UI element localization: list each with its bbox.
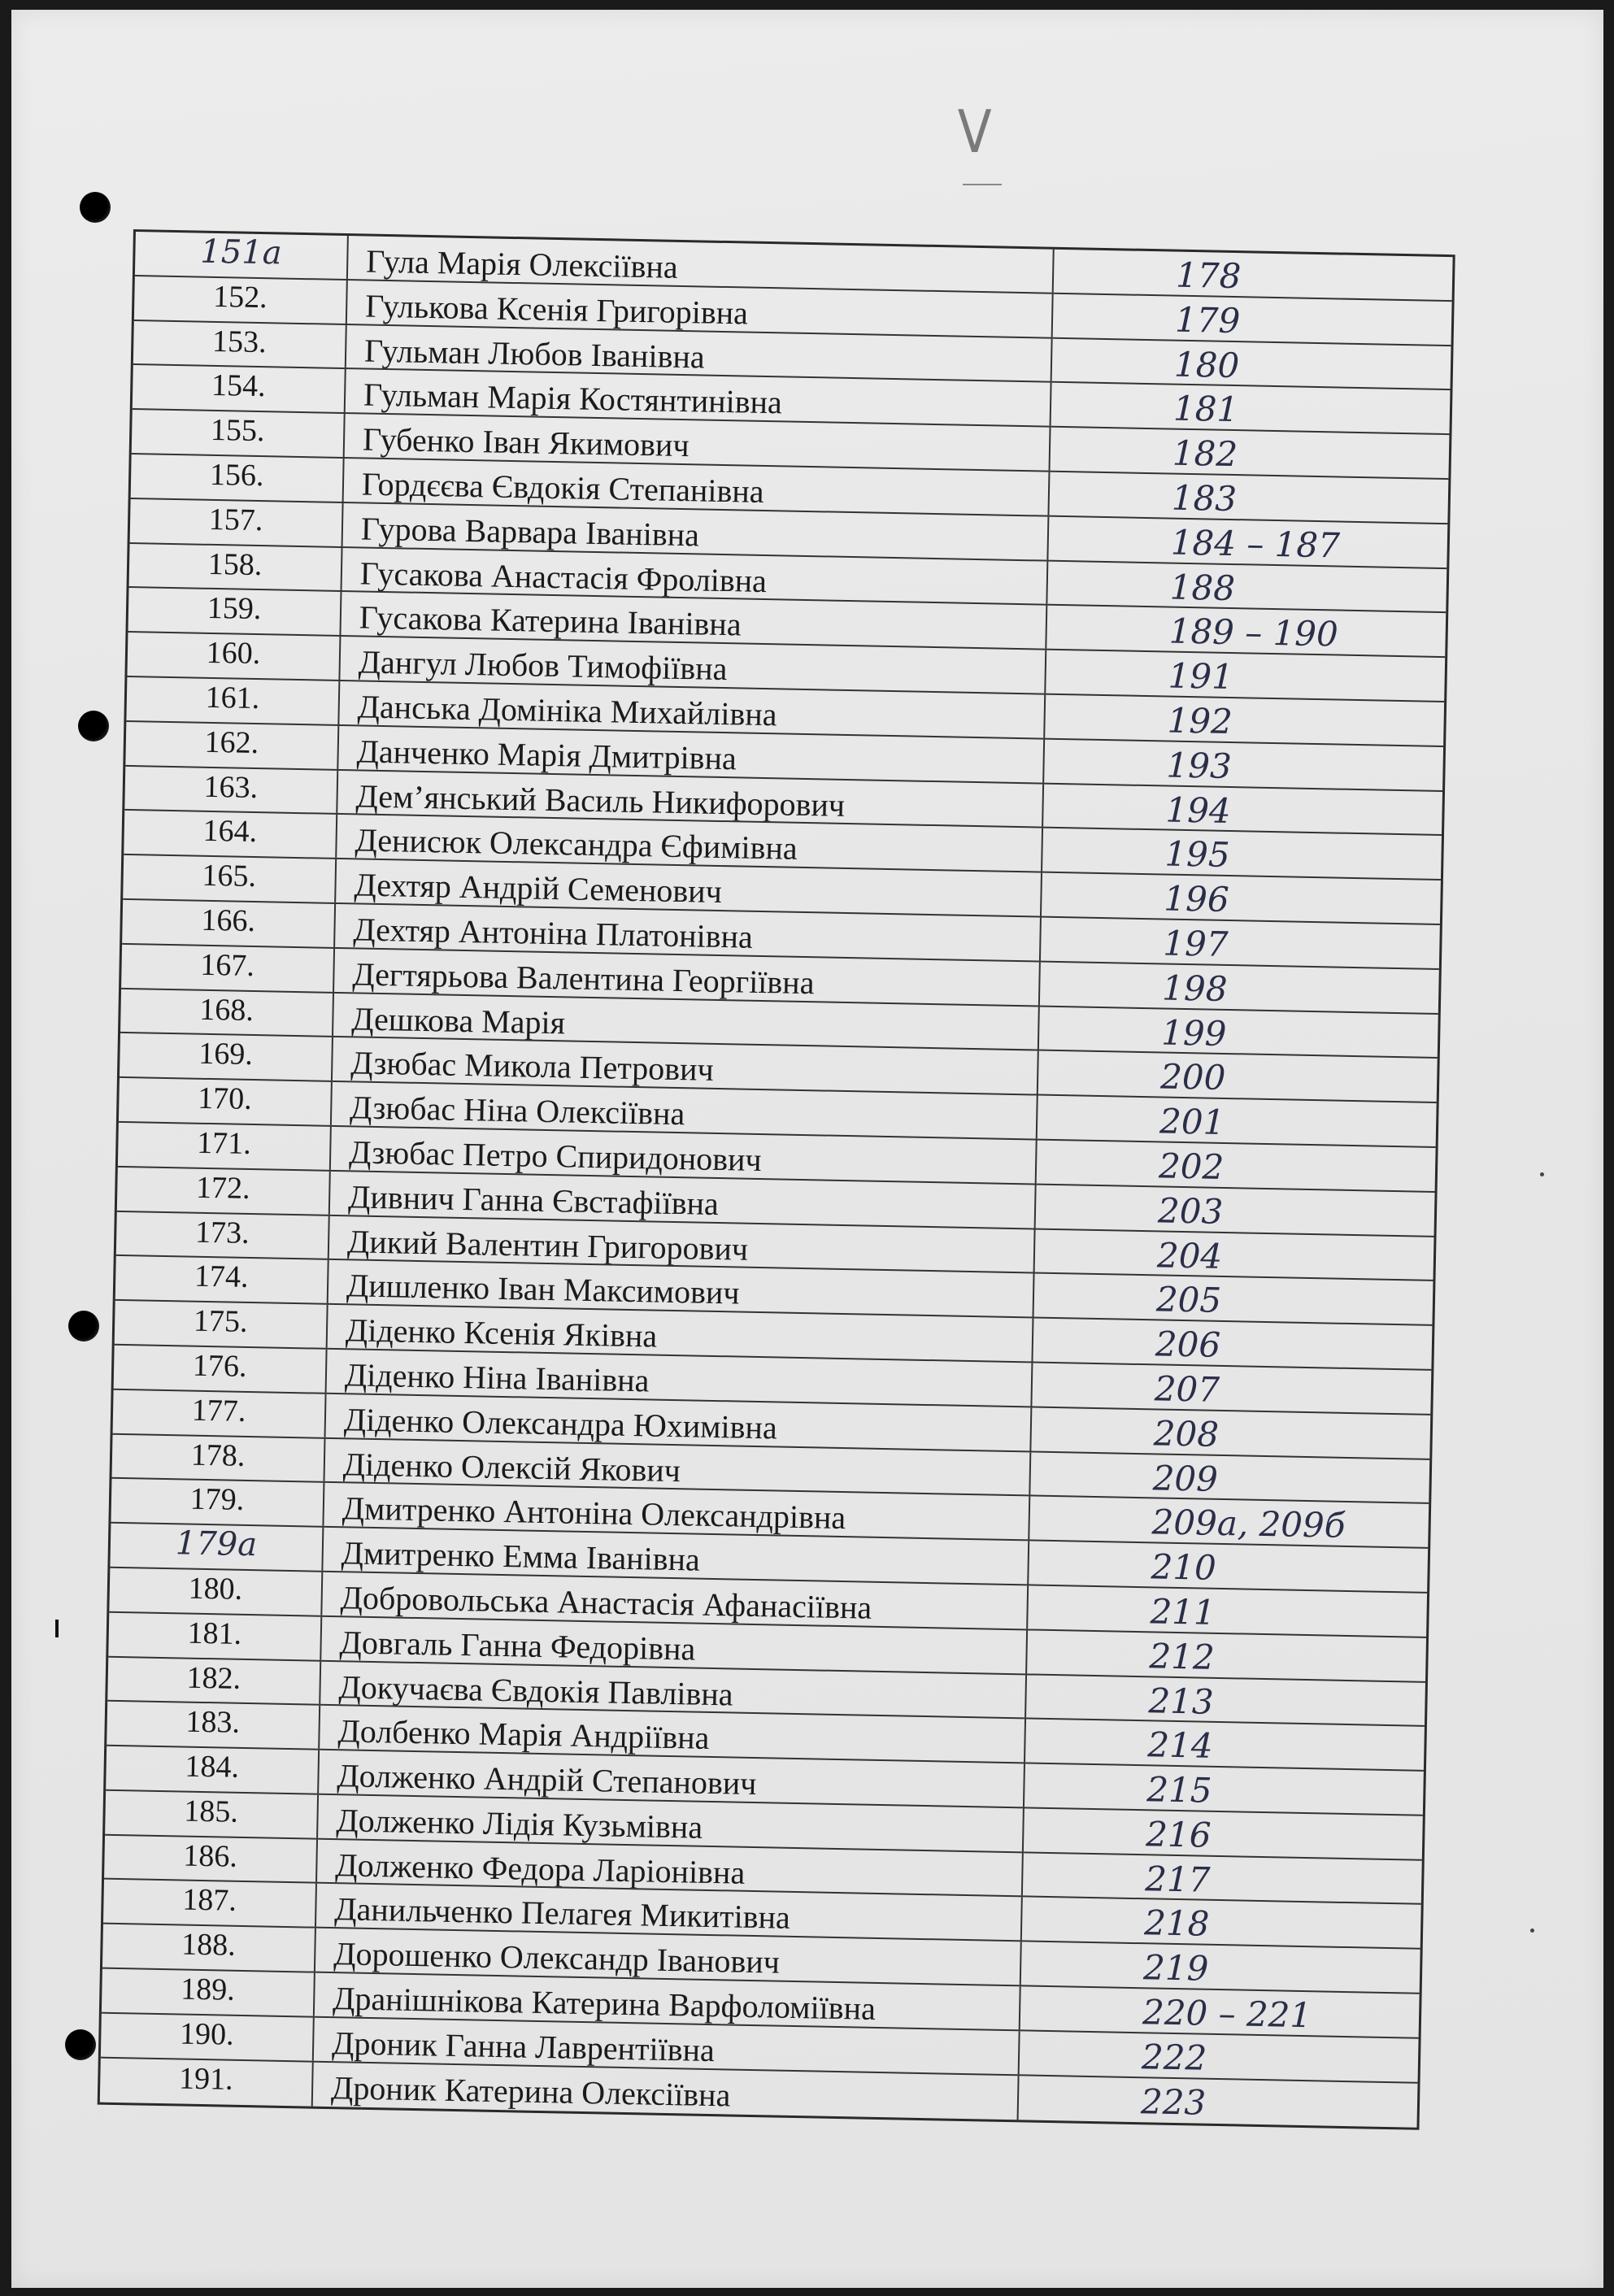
row-number: 179.: [111, 1479, 324, 1526]
person-name: Дегтярьова Валентина Георгіївна: [334, 949, 1041, 1005]
person-name: Дроник Ганна Лаврентіївна: [314, 2018, 1020, 2074]
page-reference: 220 – 221: [1142, 1992, 1312, 2036]
page-reference: 201: [1159, 1101, 1225, 1143]
page-reference: 214: [1146, 1724, 1214, 1767]
page-reference: 218: [1143, 1902, 1210, 1945]
person-name: Долженко Андрій Степанович: [319, 1750, 1025, 1807]
person-name: Дешкова Марія: [333, 993, 1040, 1049]
row-number: 176.: [114, 1346, 328, 1393]
person-name: Денисюк Олександра Єфимівна: [337, 815, 1043, 871]
row-number: 187.: [103, 1880, 317, 1927]
person-name: Діденко Ксенія Яківна: [328, 1305, 1034, 1361]
register-table: [98, 229, 1455, 2130]
page-mark-underline: [963, 184, 1002, 185]
page-reference: 206: [1155, 1324, 1221, 1366]
person-name: Данська Домініка Михайлівна: [339, 681, 1046, 737]
row-number: 153.: [133, 321, 347, 368]
page-reference: 202: [1158, 1146, 1225, 1187]
person-name: Дмитренко Емма Іванівна: [323, 1528, 1029, 1584]
person-name: Дивнич Ганна Євстафіївна: [330, 1172, 1037, 1228]
person-name: Гусакова Катерина Іванівна: [341, 592, 1047, 648]
row-number: 180.: [109, 1568, 323, 1615]
row-number: 175.: [115, 1301, 328, 1348]
page-reference: 213: [1148, 1680, 1215, 1722]
row-number: 163.: [124, 766, 338, 813]
page-reference: 211: [1150, 1591, 1216, 1633]
row-number: 156.: [131, 454, 345, 502]
person-name: Дикий Валентин Григорович: [329, 1215, 1036, 1272]
page-mark: V: [957, 98, 992, 166]
page-reference: 182: [1172, 433, 1238, 475]
page-reference: 181: [1172, 388, 1239, 430]
page-reference: 216: [1145, 1814, 1212, 1855]
page-reference: 223: [1140, 2081, 1207, 2123]
person-name: Дорошенко Олександр Іванович: [315, 1929, 1022, 1985]
page-reference: 183: [1171, 477, 1238, 520]
row-number: 169.: [120, 1033, 333, 1081]
person-name: Діденко Ніна Іванівна: [327, 1350, 1033, 1406]
row-number: 190.: [101, 2014, 315, 2061]
row-number: 179а: [110, 1524, 324, 1571]
page-reference: 198: [1161, 968, 1228, 1009]
document-page: [11, 10, 1603, 2288]
row-number: 157.: [130, 499, 344, 546]
person-name: Долженко Федора Ларіонівна: [317, 1839, 1024, 1895]
person-name: Дишленко Іван Максимович: [328, 1260, 1035, 1316]
row-number: 189.: [102, 1969, 315, 2016]
page-reference: 188: [1169, 567, 1236, 608]
page-reference: 209: [1152, 1457, 1219, 1499]
row-number: 151а: [135, 232, 349, 279]
row-number: 158.: [129, 544, 343, 591]
row-number: 167.: [121, 945, 335, 992]
page-reference: 197: [1162, 923, 1229, 964]
row-number: 186.: [104, 1835, 318, 1882]
row-number: 164.: [124, 811, 337, 858]
page-reference: 179: [1174, 299, 1241, 341]
page-reference: 210: [1151, 1546, 1217, 1588]
page-reference: 212: [1149, 1636, 1216, 1677]
person-name: Дехтяр Антоніна Платонівна: [335, 904, 1042, 960]
person-name: Губенко Іван Якимович: [345, 414, 1051, 470]
person-name: Данченко Марія Дмитрівна: [338, 726, 1045, 782]
page-reference: 192: [1167, 700, 1233, 742]
page-reference: 199: [1160, 1012, 1227, 1054]
person-name: Докучаєва Євдокія Павлівна: [320, 1661, 1027, 1717]
row-number: 178.: [112, 1434, 326, 1481]
row-number: 183.: [107, 1702, 320, 1749]
page-reference: 208: [1153, 1413, 1220, 1455]
page-reference: 200: [1159, 1056, 1226, 1098]
person-name: Довгаль Ганна Федорівна: [321, 1616, 1028, 1672]
row-number: 152.: [134, 276, 348, 324]
row-number: 159.: [128, 588, 342, 635]
person-name: Гурова Варвара Іванівна: [343, 503, 1050, 559]
page-reference: 207: [1154, 1368, 1220, 1410]
person-name: Гусакова Анастасія Фролівна: [342, 548, 1049, 604]
person-name: Дзюбас Ніна Олексіївна: [332, 1082, 1038, 1138]
row-number: 174.: [115, 1256, 329, 1303]
page-reference: 178: [1175, 254, 1242, 297]
row-number: 160.: [127, 633, 341, 680]
row-number: 177.: [113, 1390, 327, 1437]
person-name: Долбенко Марія Андріївна: [320, 1706, 1026, 1762]
punch-hole: [80, 192, 111, 223]
row-number: 162.: [125, 722, 339, 769]
person-name: Гордєєва Євдокія Степанівна: [344, 459, 1051, 515]
row-number: 165.: [123, 855, 337, 902]
page-reference: 215: [1146, 1769, 1213, 1811]
paper-speck: [1540, 1172, 1544, 1176]
row-number: 161.: [126, 677, 340, 724]
page-reference: 191: [1168, 655, 1234, 698]
row-number: 172.: [117, 1168, 331, 1215]
paper-speck: [1530, 1929, 1534, 1933]
person-name: Діденко Олексій Якович: [324, 1438, 1031, 1494]
person-name: Добровольська Анастасія Афанасіївна: [322, 1572, 1029, 1629]
person-name: Гулькова Ксенія Григорівна: [347, 280, 1054, 337]
person-name: Гульман Любов Іванівна: [346, 325, 1053, 381]
edge-mark: [55, 1620, 59, 1637]
page-reference: 194: [1165, 789, 1232, 831]
person-name: Дроник Катерина Олексіївна: [313, 2062, 1020, 2120]
person-name: Дехтяр Андрій Семенович: [336, 859, 1042, 915]
punch-hole: [78, 711, 109, 741]
person-name: Дранішнікова Катерина Варфоломіївна: [315, 1973, 1021, 2029]
row-number: 155.: [132, 410, 346, 457]
page-reference: 180: [1173, 344, 1240, 385]
row-number: 154.: [133, 365, 346, 412]
page-reference: 196: [1163, 878, 1230, 920]
page-reference: 209а, 209б: [1151, 1502, 1346, 1546]
person-name: Дзюбас Петро Спиридонович: [331, 1127, 1038, 1183]
page-reference: 204: [1156, 1234, 1223, 1276]
person-name: Гула Марія Олексіївна: [348, 236, 1055, 292]
person-name: Дангул Любов Тимофіївна: [340, 637, 1046, 693]
page-reference: 219: [1142, 1947, 1209, 1989]
person-name: Дмитренко Антоніна Олександрівна: [324, 1483, 1030, 1539]
row-number: 168.: [120, 989, 334, 1036]
page-reference: 195: [1164, 833, 1231, 876]
row-number: 185.: [105, 1791, 319, 1838]
person-name: Діденко Олександра Юхимівна: [326, 1394, 1033, 1450]
page-reference: 184 – 187: [1170, 522, 1341, 566]
row-number: 171.: [118, 1123, 332, 1170]
page-reference: 205: [1155, 1279, 1222, 1321]
person-name: Дем’янський Василь Никифорович: [337, 771, 1044, 827]
punch-hole: [68, 1311, 99, 1342]
page-reference: 203: [1157, 1190, 1224, 1232]
page-reference: 217: [1144, 1858, 1211, 1900]
row-number: 173.: [116, 1211, 330, 1259]
punch-hole: [65, 2029, 96, 2060]
row-number: 191.: [100, 2058, 314, 2107]
person-name: Дзюбас Микола Петрович: [333, 1037, 1039, 1094]
row-number: 188.: [102, 1924, 316, 1972]
person-name: Гульман Марія Костянтинівна: [346, 369, 1052, 425]
person-name: Долженко Лідія Кузьмівна: [318, 1795, 1025, 1851]
row-number: 182.: [107, 1657, 321, 1704]
page-reference: 189 – 190: [1168, 611, 1339, 654]
page-reference: 222: [1141, 2037, 1207, 2078]
person-name: Данильченко Пелагея Микитівна: [316, 1884, 1023, 1940]
row-number: 181.: [108, 1612, 322, 1659]
page-reference: 193: [1166, 745, 1233, 786]
row-number: 184.: [106, 1746, 320, 1794]
row-number: 166.: [122, 900, 336, 947]
row-number: 170.: [119, 1078, 333, 1125]
